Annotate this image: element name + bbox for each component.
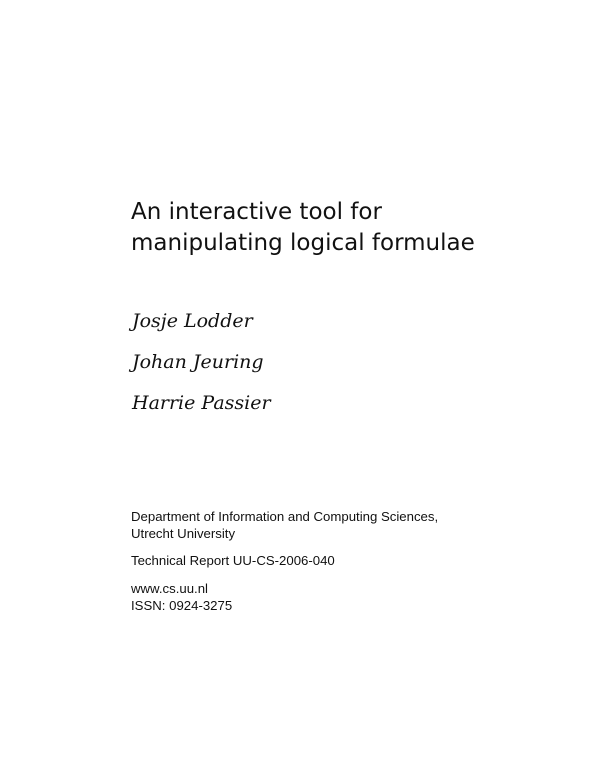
report-number: [131, 552, 335, 569]
affiliation-department: Department of Information and Computing Sciences,: [131, 509, 439, 524]
paper-title: [131, 197, 551, 259]
report-number-text: Technical Report UU-CS-2006-040: [131, 553, 335, 568]
affiliation: [131, 508, 438, 542]
author-name: Josje Lodder: [132, 310, 253, 332]
title-line-2: manipulating logical formulae: [131, 230, 475, 256]
title-line-1: An interactive tool for: [131, 199, 382, 225]
author-list: [132, 309, 271, 432]
website-text: www.cs.uu.nl: [131, 581, 208, 596]
issn-text: ISSN: 0924-3275: [131, 598, 233, 613]
affiliation-university: Utrecht University: [131, 526, 236, 541]
author-name: Harrie Passier: [132, 392, 271, 414]
publication-info: [131, 580, 232, 614]
author-name: Johan Jeuring: [132, 351, 264, 373]
